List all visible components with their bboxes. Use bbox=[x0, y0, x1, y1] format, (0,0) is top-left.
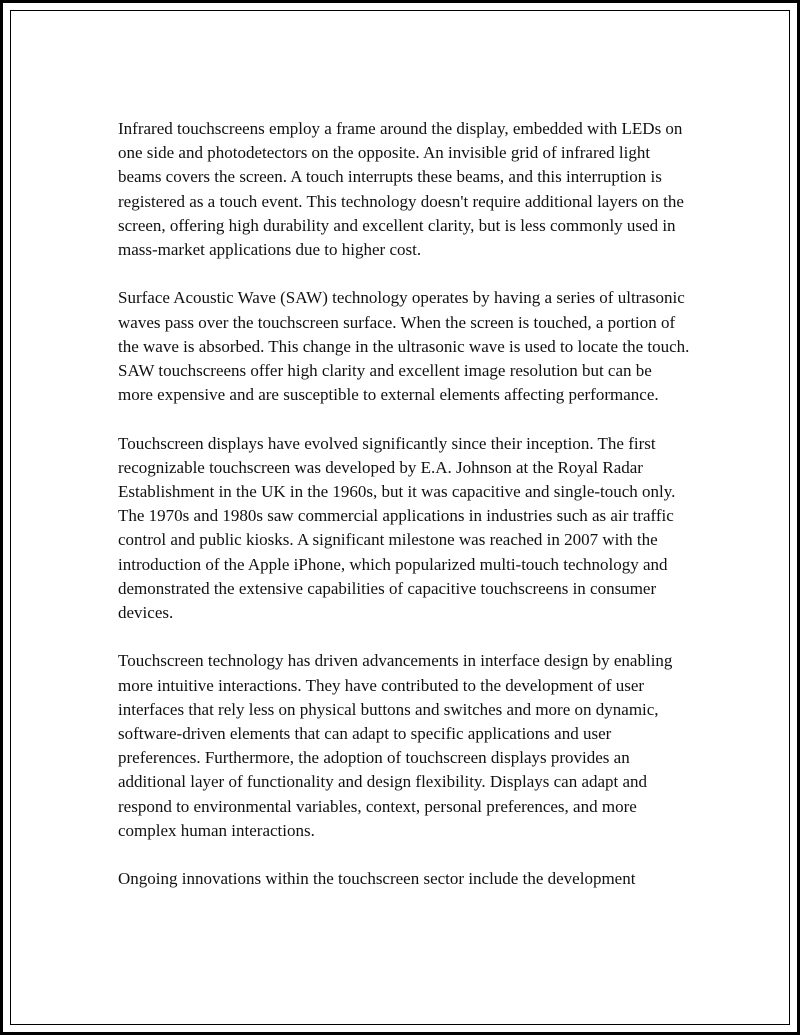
paragraph-history: Touchscreen displays have evolved significantly since their inception. The first recognizable touchscreen was developed by E.A. Johnson at the Royal Radar Establishment in the UK in the 1960s, but it was capacitive and single-touch only. The 1970s and 1980s saw commercial applications in industries such as air traffic control and public kiosks. A significant milestone was reached in 2007 with the introduction of the Apple iPhone, which popularized multi-touch technology and demonstrated the extensive capabilities of capacitive touchscreens in consumer devices. bbox=[118, 433, 676, 623]
paragraph-interface-design: Touchscreen technology has driven advancements in interface design by enabling more intuitive interactions. They have contributed to the development of user interfaces that rely less on physical buttons and switches and more on dynamic, software-driven elements that can adapt to specific applications and user preferences. Furthermore, the adoption of touchscreen displays provides an additional layer of functionality and design flexibility. Displays can adapt and respond to environmental variables, context, personal preferences, and more complex human interactions. bbox=[118, 651, 673, 840]
paragraph-saw: Surface Acoustic Wave (SAW) technology operates by having a series of ultrasonic waves pass over the touchscreen surface. When the screen is touched, a portion of the wave is absorbed. This change in the ultrasonic wave is used to locate the touch. SAW touchscreens offer high clarity and excellent image resolution but can be more expensive and are susceptible to external elements affecting performance. bbox=[118, 288, 690, 405]
paragraph-infrared: Infrared touchscreens employ a frame around the display, embedded with LEDs on one side and photodetectors on the opposite. An invisible grid of infrared light beams covers the screen. A touch interrupts these beams, and this interruption is registered as a touch event. This technology doesn't require additional layers on the screen, offering high durability and excellent clarity, but is less commonly used in mass-market applications due to higher cost. bbox=[118, 119, 684, 260]
paragraph-innovations: Ongoing innovations within the touchscreen sector include the development bbox=[118, 869, 636, 889]
document-body bbox=[118, 117, 690, 916]
